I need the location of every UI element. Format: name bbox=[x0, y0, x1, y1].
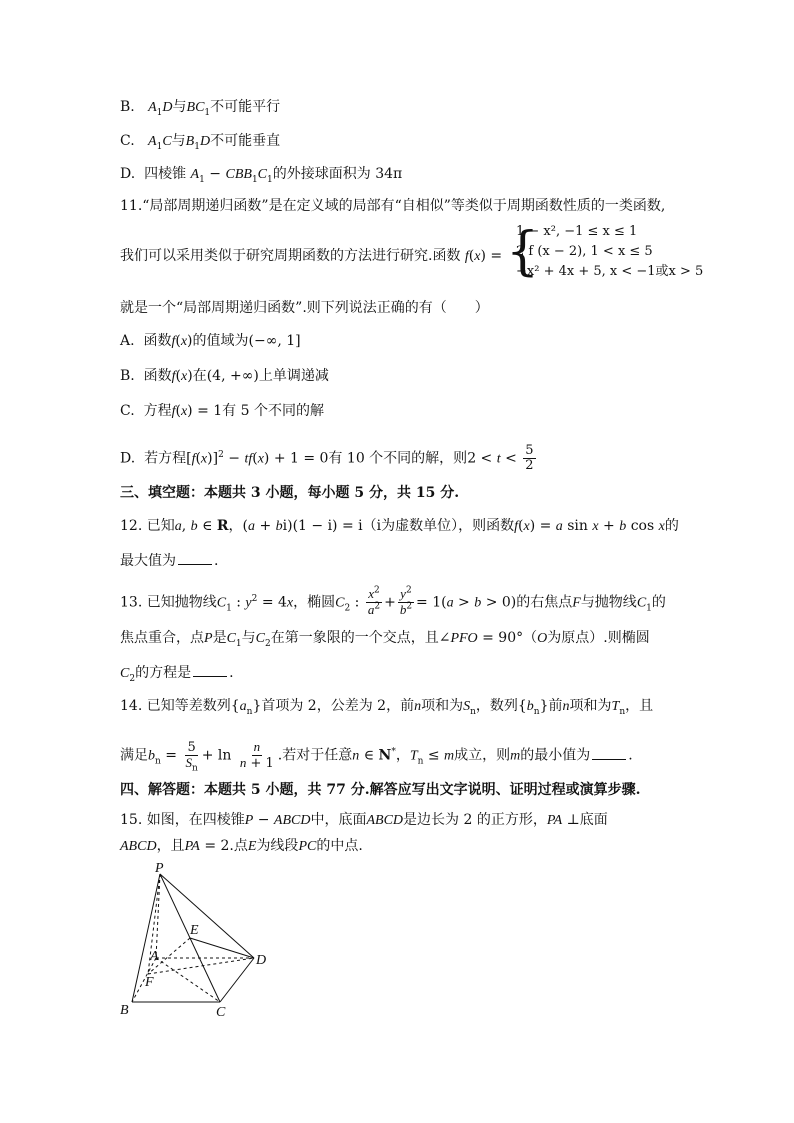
label-c: C bbox=[216, 1005, 226, 1020]
q11-option-a: A. 函数f(x)的值域为(−∞, 1] bbox=[120, 333, 301, 349]
edge-ac bbox=[156, 958, 220, 1002]
segment-ed bbox=[190, 938, 254, 958]
d-fraction: $\frac{5}{2}$ bbox=[525, 443, 534, 473]
q11-option-d: D. 若方程$[f(x)]^2 - tf(x) + 1 = 0$有 10 个不同的解，则2 < t < $\frac{5}{2}$ bbox=[120, 443, 534, 473]
frac-n-n1: $\frac{n}{n + 1}$ bbox=[239, 739, 274, 771]
section4-heading: 四、解答题：本题共 5 小题，共 77 分.解答应写出文字说明、证明过程或演算步骤. bbox=[120, 782, 641, 798]
q13-line3: $C_2$的方程是 . bbox=[120, 662, 234, 684]
label-p: P bbox=[155, 862, 164, 876]
q12-line2: 最大值为 . bbox=[120, 550, 218, 571]
case-3: −x² + 4x + 5, x < −1或x > 5 bbox=[516, 264, 704, 279]
label-d: D bbox=[256, 953, 267, 968]
q13-line1: 13. 已知抛物线$C_1$ : $y^2 = 4x$，椭圆$C_2$ : $\frac{x^2}{a^2}$ + $\frac{y^2}{b^2}$ = 1(a > b > 0)的右焦点F与抛物线$C_1$的 bbox=[120, 585, 666, 617]
label-e: E bbox=[190, 923, 199, 938]
frac-y2b2: $\frac{y^2}{b^2}$ bbox=[399, 585, 413, 617]
pyramid-figure bbox=[118, 862, 278, 1022]
answer-blank[interactable] bbox=[592, 745, 626, 760]
q11-line3: 就是一个“局部周期递归函数”.则下列说法正确的有（ ） bbox=[120, 300, 489, 316]
answer-blank[interactable] bbox=[193, 662, 227, 677]
q11-option-b: B. 函数f(x)在(4, +∞)上单调递减 bbox=[120, 368, 329, 384]
q15-line2: ABCD，且PA = 2.点E为线段PC的中点. bbox=[120, 838, 363, 854]
q11-option-c: C. 方程f(x) = 1有 5 个不同的解 bbox=[120, 403, 324, 419]
q12-line1: 12. 已知a, b ∈ R，(a + bi)(1 − i) = i（i为虚数单位），则函数f(x) = a sin x + b cos x的 bbox=[120, 518, 679, 534]
section3-heading: 三、填空题：本题共 3 小题，每小题 5 分，共 15 分. bbox=[120, 485, 460, 501]
answer-blank[interactable] bbox=[178, 550, 212, 565]
q11-line1: 11.“局部周期递归函数”是在定义域的局部有“自相似”等类似于周期函数性质的一类函数, bbox=[120, 198, 666, 214]
label-b: B bbox=[120, 1003, 129, 1018]
label-f: F bbox=[145, 975, 154, 990]
q10-option-d: D. 四棱锥 $A_1 - CBB_1C_1$的外接球面积为 34π bbox=[120, 166, 403, 185]
case-2: 2 f (x − 2), 1 < x ≤ 5 bbox=[516, 244, 653, 259]
q10-option-b: B. $A_1D$与$BC_1$不可能平行 bbox=[120, 99, 281, 118]
q10-option-c: C. $A_1C$与$B_1D$不可能垂直 bbox=[120, 133, 281, 152]
q13-line2: 焦点重合，点P是$C_1$与$C_2$在第一象限的一个交点，且∠PFO = 90°（O为原点）.则椭圆 bbox=[120, 630, 650, 649]
q11-line2: 我们可以采用类似于研究周期函数的方法进行研究.函数 f(x) = bbox=[120, 248, 503, 264]
label-a: A bbox=[150, 949, 159, 964]
brace-glyph: { bbox=[506, 222, 540, 282]
q14-line2: 满足$b_n$ = $\frac{5}{S_n}$ + ln $\frac{n}{n + 1}$ .若对于任意n ∈ N*，$T_n \le m$成立，则m的最小值为 . bbox=[120, 739, 633, 774]
q15-line1: 15. 如图，在四棱锥P − ABCD中，底面ABCD是边长为 2 的正方形，PA ⊥底面 bbox=[120, 812, 608, 828]
edge-cd bbox=[220, 958, 254, 1002]
edge-pd bbox=[160, 874, 254, 958]
case-1: 1 − x², −1 ≤ x ≤ 1 bbox=[516, 224, 638, 239]
frac-x2a2: $\frac{x^2}{a^2}$ bbox=[367, 585, 381, 617]
q14-line1: 14. 已知等差数列$\{a_n\}$首项为 2，公差为 2，前n项和为$S_n$，数列$\{b_n\}$前n项和为$T_n$，且 bbox=[120, 698, 654, 717]
frac-5-sn: $\frac{5}{S_n}$ bbox=[185, 739, 198, 774]
